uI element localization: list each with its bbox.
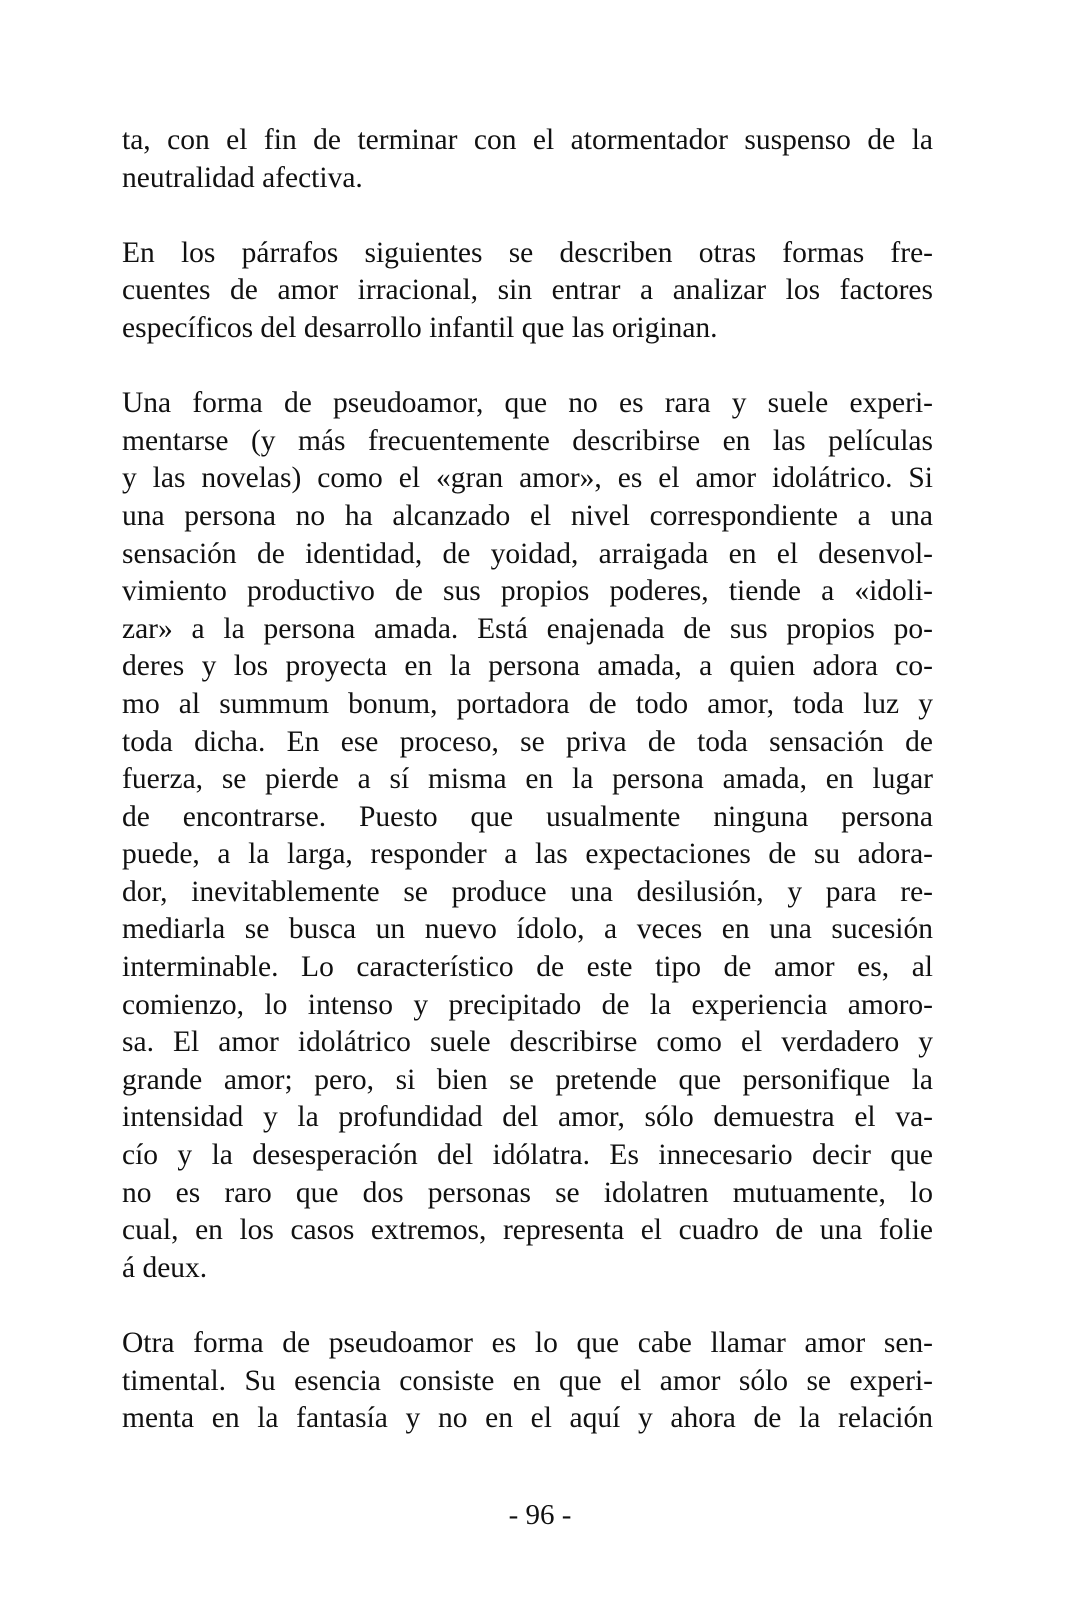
text-line: mo al summum bonum, portadora de todo amor, toda luz y xyxy=(122,687,933,720)
text-line: mentarse (y más frecuentemente describirse en las películas xyxy=(122,424,933,457)
text-line: cual, en los casos extremos, representa el cuadro de una folie xyxy=(122,1214,933,1247)
text-line: comienzo, lo intenso y precipitado de la experiencia amoro- xyxy=(122,988,933,1021)
text-line: grande amor; pero, si bien se pretende que personifique la xyxy=(122,1063,933,1096)
text-line: una persona no ha alcanzado el nivel correspondiente a una xyxy=(122,499,933,532)
text-line: deres y los proyecta en la persona amada, a quien adora co- xyxy=(122,650,933,683)
page-number: - 96 - xyxy=(508,1499,572,1531)
text-line: mediarla se busca un nuevo ídolo, a veces en una sucesión xyxy=(122,913,933,946)
text-line: intensidad y la profundidad del amor, sólo demuestra el va- xyxy=(122,1101,933,1134)
text-line: Otra forma de pseudoamor es lo que cabe llamar amor sen- xyxy=(122,1327,933,1359)
paragraph xyxy=(122,385,933,1287)
text-line: Una forma de pseudoamor, que no es rara y suele experi- xyxy=(122,387,933,420)
text-line: zar» a la persona amada. Está enajenada de sus propios po- xyxy=(122,612,933,645)
text-line: menta en la fantasía y no en el aquí y ahora de la relación xyxy=(122,1402,933,1435)
text-line: En los párrafos siguientes se describen otras formas fre- xyxy=(122,236,933,269)
text-line: timental. Su esencia consiste en que el amor sólo se experi- xyxy=(122,1364,933,1397)
text-line: interminable. Lo característico de este tipo de amor es, al xyxy=(122,951,933,984)
text-line: y las novelas) como el «gran amor», es el amor idolátrico. Si xyxy=(122,462,933,495)
text-line: puede, a la larga, responder a las expectaciones de su adora- xyxy=(122,838,933,871)
text-line: dor, inevitablemente se produce una desilusión, y para re- xyxy=(122,875,933,908)
text-line: específicos del desarrollo infantil que las originan. xyxy=(122,311,718,344)
page-body xyxy=(122,122,933,1475)
text-line: cuentes de amor irracional, sin entrar a analizar los factores xyxy=(122,274,933,307)
paragraph xyxy=(122,235,933,348)
text-line: fuerza, se pierde a sí misma en la persona amada, en lugar xyxy=(122,763,933,796)
text-line: sa. El amor idolátrico suele describirse como el verdadero y xyxy=(122,1026,933,1059)
text-line: sensación de identidad, de yoidad, arraigada en el desenvol- xyxy=(122,537,933,570)
paragraph xyxy=(122,122,933,197)
paragraph xyxy=(122,1325,933,1438)
text-line: neutralidad afectiva. xyxy=(122,161,363,194)
text-line: cío y la desesperación del idólatra. Es innecesario decir que xyxy=(122,1139,933,1172)
text-line: vimiento productivo de sus propios poderes, tiende a «idoli- xyxy=(122,575,933,608)
text-line: no es raro que dos personas se idolatren mutuamente, lo xyxy=(122,1176,933,1209)
text-line: de encontrarse. Puesto que usualmente ninguna persona xyxy=(122,800,933,833)
text-line: toda dicha. En ese proceso, se priva de toda sensación de xyxy=(122,725,933,758)
text-line: ta, con el fin de terminar con el atormentador suspenso de la xyxy=(122,124,933,156)
text-line: á deux. xyxy=(122,1251,208,1284)
